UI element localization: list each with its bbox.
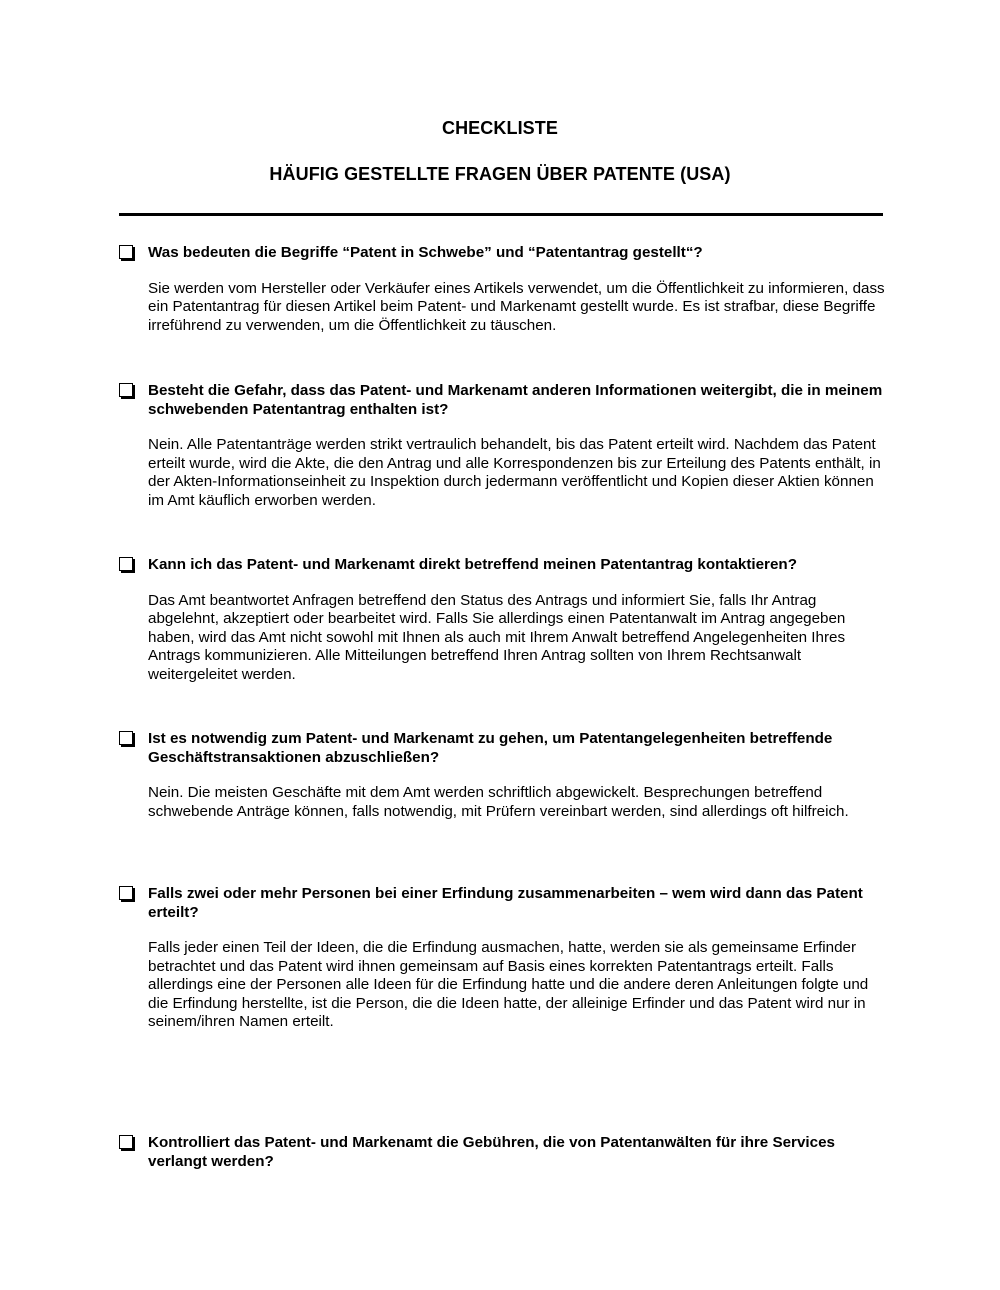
- faq-item: [119, 556, 889, 684]
- checkbox-icon[interactable]: [119, 886, 133, 900]
- faq-answer: Nein. Die meisten Geschäfte mit dem Amt werden schriftlich abgewickelt. Besprechungen betreffend schwebende Anträge können, falls notwendig, mit Prüfern vereinbart werden, sind allerdings oft hilfreich.: [148, 784, 849, 820]
- faq-question: Falls zwei oder mehr Personen bei einer Erfindung zusammenarbeiten – wem wird dann das Patent erteilt?: [148, 885, 863, 921]
- checkbox-icon[interactable]: [119, 557, 133, 571]
- faq-item: [119, 730, 889, 821]
- faq-answer: Falls jeder einen Teil der Ideen, die die Erfindung ausmachen, hatte, werden sie als gemeinsame Erfinder betrachtet und das Patent wird ihnen gemeinsam auf Basis eines korrekten Patentantrags erteilt. Falls allerdings eine der Personen alle Ideen für die Erfindung hatte und die andere deren Anleitungen folgte und die Erfindung herstellte, ist die Person, die die Ideen hatte, der alleinige Erfinder und das Patent wird nur in seinem/ihren Namen erteilt.: [148, 939, 869, 1030]
- faq-item: [119, 885, 889, 1032]
- checkbox-icon[interactable]: [119, 245, 133, 259]
- document-title: CHECKLISTE: [441, 118, 558, 138]
- faq-question: Was bedeuten die Begriffe “Patent in Schwebe” und “Patentantrag gestellt“?: [148, 244, 703, 261]
- faq-item: [119, 244, 889, 335]
- title-divider: [119, 213, 883, 216]
- faq-item: [119, 1134, 889, 1171]
- checkbox-icon[interactable]: [119, 731, 133, 745]
- faq-item: [119, 382, 889, 510]
- faq-answer: Nein. Alle Patentanträge werden strikt vertraulich behandelt, bis das Patent erteilt wird. Nachdem das Patent erteilt wurde, wird die Akte, die den Antrag und alle Korrespondenzen bis zur Erteilung des Patents enthält, in der Akten-Informationseinheit zu Inspektion durch jedermann veröffentlicht und Kopien dieser Aktien können im Amt käuflich erworben werden.: [148, 436, 881, 509]
- checkbox-icon[interactable]: [119, 383, 133, 397]
- faq-question: Kontrolliert das Patent- und Markenamt die Gebühren, die von Patentanwälten für ihre Services verlangt werden?: [148, 1134, 835, 1170]
- faq-answer: Das Amt beantwortet Anfragen betreffend den Status des Antrags und informiert Sie, falls Ihr Antrag abgelehnt, akzeptiert oder bearbeitet wird. Falls Sie allerdings einen Patentanwalt im Antrag angegeben haben, wird das Amt nicht sowohl mit Ihnen als auch mit Ihrem Anwalt betreffend Angelegenheiten Ihres Antrags kommunizieren. Alle Mitteilungen betreffend Ihren Antrag sollten von Ihrem Rechtsanwalt weitergeleitet werden.: [148, 591, 846, 683]
- document-subtitle: HÄUFIG GESTELLTE FRAGEN ÜBER PATENTE (USA): [269, 164, 731, 184]
- faq-question: Ist es notwendig zum Patent- und Markenamt zu gehen, um Patentangelegenheiten betreffende Geschäftstransaktionen abzuschließen?: [148, 730, 833, 766]
- faq-answer: Sie werden vom Hersteller oder Verkäufer eines Artikels verwendet, um die Öffentlichkeit zu informieren, dass ein Patentantrag für diesen Artikel beim Patent- und Markenamt gestellt wurde. Es ist strafbar, diese Begriffe irreführend zu verwenden, um die Öffentlichkeit zu täuschen.: [148, 279, 885, 334]
- faq-question: Kann ich das Patent- und Markenamt direkt betreffend meinen Patentantrag kontaktieren?: [148, 556, 797, 573]
- checkbox-icon[interactable]: [119, 1135, 133, 1149]
- faq-question: Besteht die Gefahr, dass das Patent- und Markenamt anderen Informationen weitergibt, die in meinem schwebenden Patentantrag enthalten ist?: [148, 382, 883, 418]
